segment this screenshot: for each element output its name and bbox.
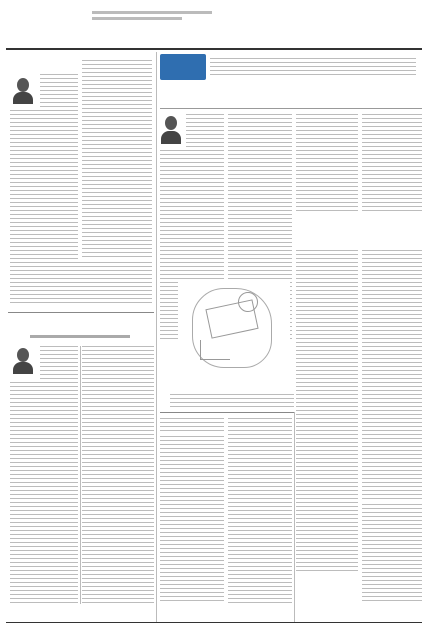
column-divider-1 xyxy=(156,52,157,622)
bottom-rule xyxy=(6,622,422,623)
main-body-col1-intro xyxy=(186,114,224,148)
left-lower-body xyxy=(10,262,152,306)
author-photo-1 xyxy=(12,76,34,104)
header-rule xyxy=(6,48,422,50)
bottom-right-col2 xyxy=(362,504,422,604)
left-top-body-intro xyxy=(40,74,78,110)
left-top-body xyxy=(10,110,78,260)
side-body-col2 xyxy=(362,250,422,500)
forum-deck xyxy=(210,58,416,78)
left-divider xyxy=(8,312,154,313)
author-photo-main xyxy=(160,114,182,144)
left-mid-body-2 xyxy=(82,346,154,604)
cartoon-frame xyxy=(178,282,290,378)
side-body-col1 xyxy=(296,250,358,572)
bottom-mid-col2 xyxy=(228,418,292,604)
cartoon-caption xyxy=(170,394,294,408)
column-divider-2 xyxy=(294,412,295,622)
left-column-split xyxy=(80,346,81,604)
left-top-body-2 xyxy=(82,60,152,260)
left-mid-subhead xyxy=(30,335,130,338)
bottom-mid-heading-1 xyxy=(160,418,224,432)
left-mid-body xyxy=(10,382,78,604)
issue-info-2 xyxy=(92,17,182,20)
main-body-col3 xyxy=(296,114,358,214)
forum-badge xyxy=(160,54,206,80)
author-photo-2 xyxy=(12,346,34,374)
issue-info xyxy=(92,11,212,14)
main-body-col4 xyxy=(362,114,422,214)
bottom-mid-col1 xyxy=(160,436,224,604)
main-headline-rule xyxy=(160,108,422,109)
mid-divider xyxy=(160,412,294,413)
left-mid-body-intro xyxy=(40,346,78,380)
